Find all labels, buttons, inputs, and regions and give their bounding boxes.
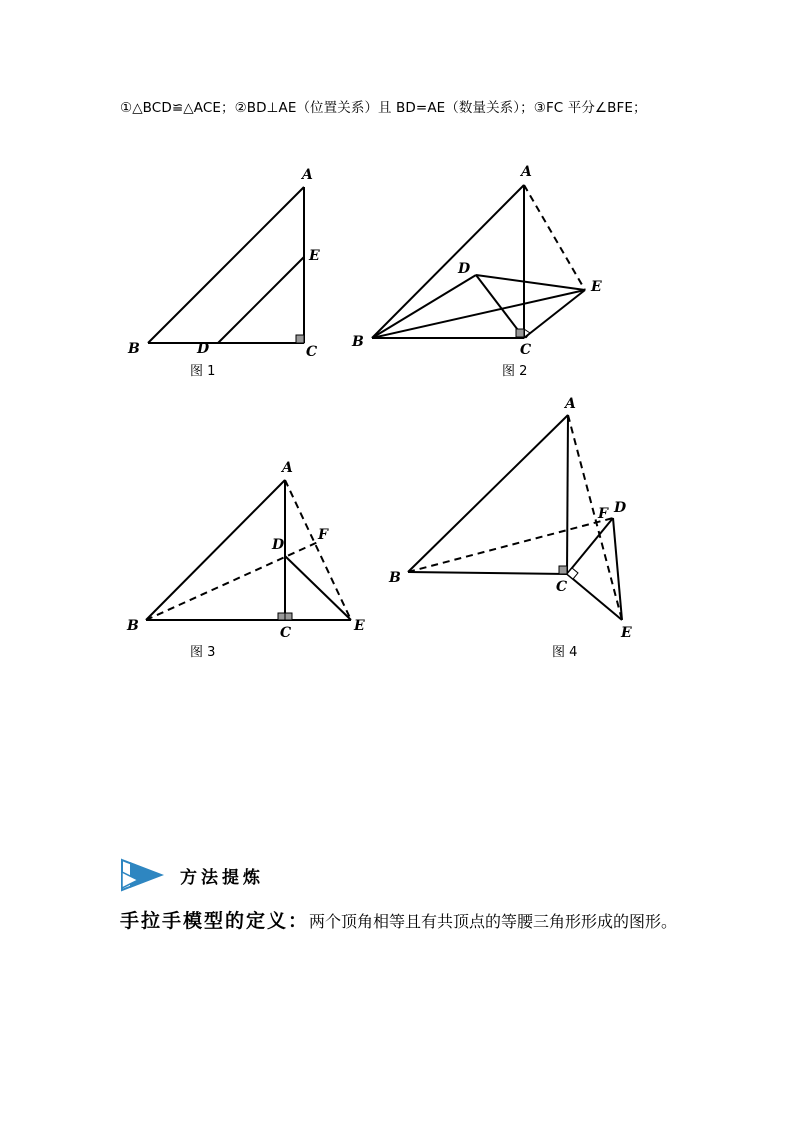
conclusion-text: ①△BCD≌△ACE；②BD⊥AE（位置关系）且 BD=AE（数量关系）；③FC 平分∠BFE； (120, 100, 647, 116)
triangle-arrow-icon (118, 858, 168, 892)
label-F: F (318, 527, 328, 543)
segment-CD (567, 518, 613, 574)
label-C: C (556, 579, 568, 595)
label-E: E (354, 618, 365, 634)
segment-AE-dashed (568, 415, 622, 620)
segment-BC (408, 572, 567, 574)
label-C: C (520, 342, 532, 358)
label-A: A (521, 164, 532, 180)
segment-CE (567, 574, 622, 620)
right-angle-mark-2 (567, 568, 578, 579)
label-E: E (591, 279, 602, 295)
label-A: A (565, 396, 576, 412)
figure-caption: 图 2 (502, 364, 528, 379)
label-D: D (614, 500, 627, 516)
figure-caption: 图 1 (190, 364, 216, 379)
definition-label: 手拉手模型的定义： (120, 910, 310, 932)
label-E: E (309, 248, 320, 264)
label-B: B (128, 341, 140, 357)
right-angle-mark (559, 566, 567, 574)
figure-caption: 图 3 (190, 645, 216, 660)
segment-BA (408, 415, 568, 572)
label-C: C (306, 344, 318, 360)
label-F: F (598, 506, 608, 522)
label-B: B (352, 334, 364, 350)
definition (120, 908, 680, 935)
label-D: D (458, 261, 471, 277)
label-E: E (621, 625, 632, 641)
label-C: C (280, 625, 292, 641)
segment-AC (567, 415, 568, 574)
segment-BD-dashed (408, 518, 613, 572)
figure-caption: 图 4 (552, 645, 578, 660)
label-D: D (272, 537, 285, 553)
label-A: A (302, 167, 313, 183)
label-B: B (127, 618, 139, 634)
definition-text: 两个顶角相等且有共顶点的等腰三角形形成的图形。 (309, 912, 678, 931)
label-A: A (282, 460, 293, 476)
label-B: B (389, 570, 401, 586)
section-title: 方法提炼 (180, 868, 264, 888)
label-D: D (197, 341, 210, 357)
